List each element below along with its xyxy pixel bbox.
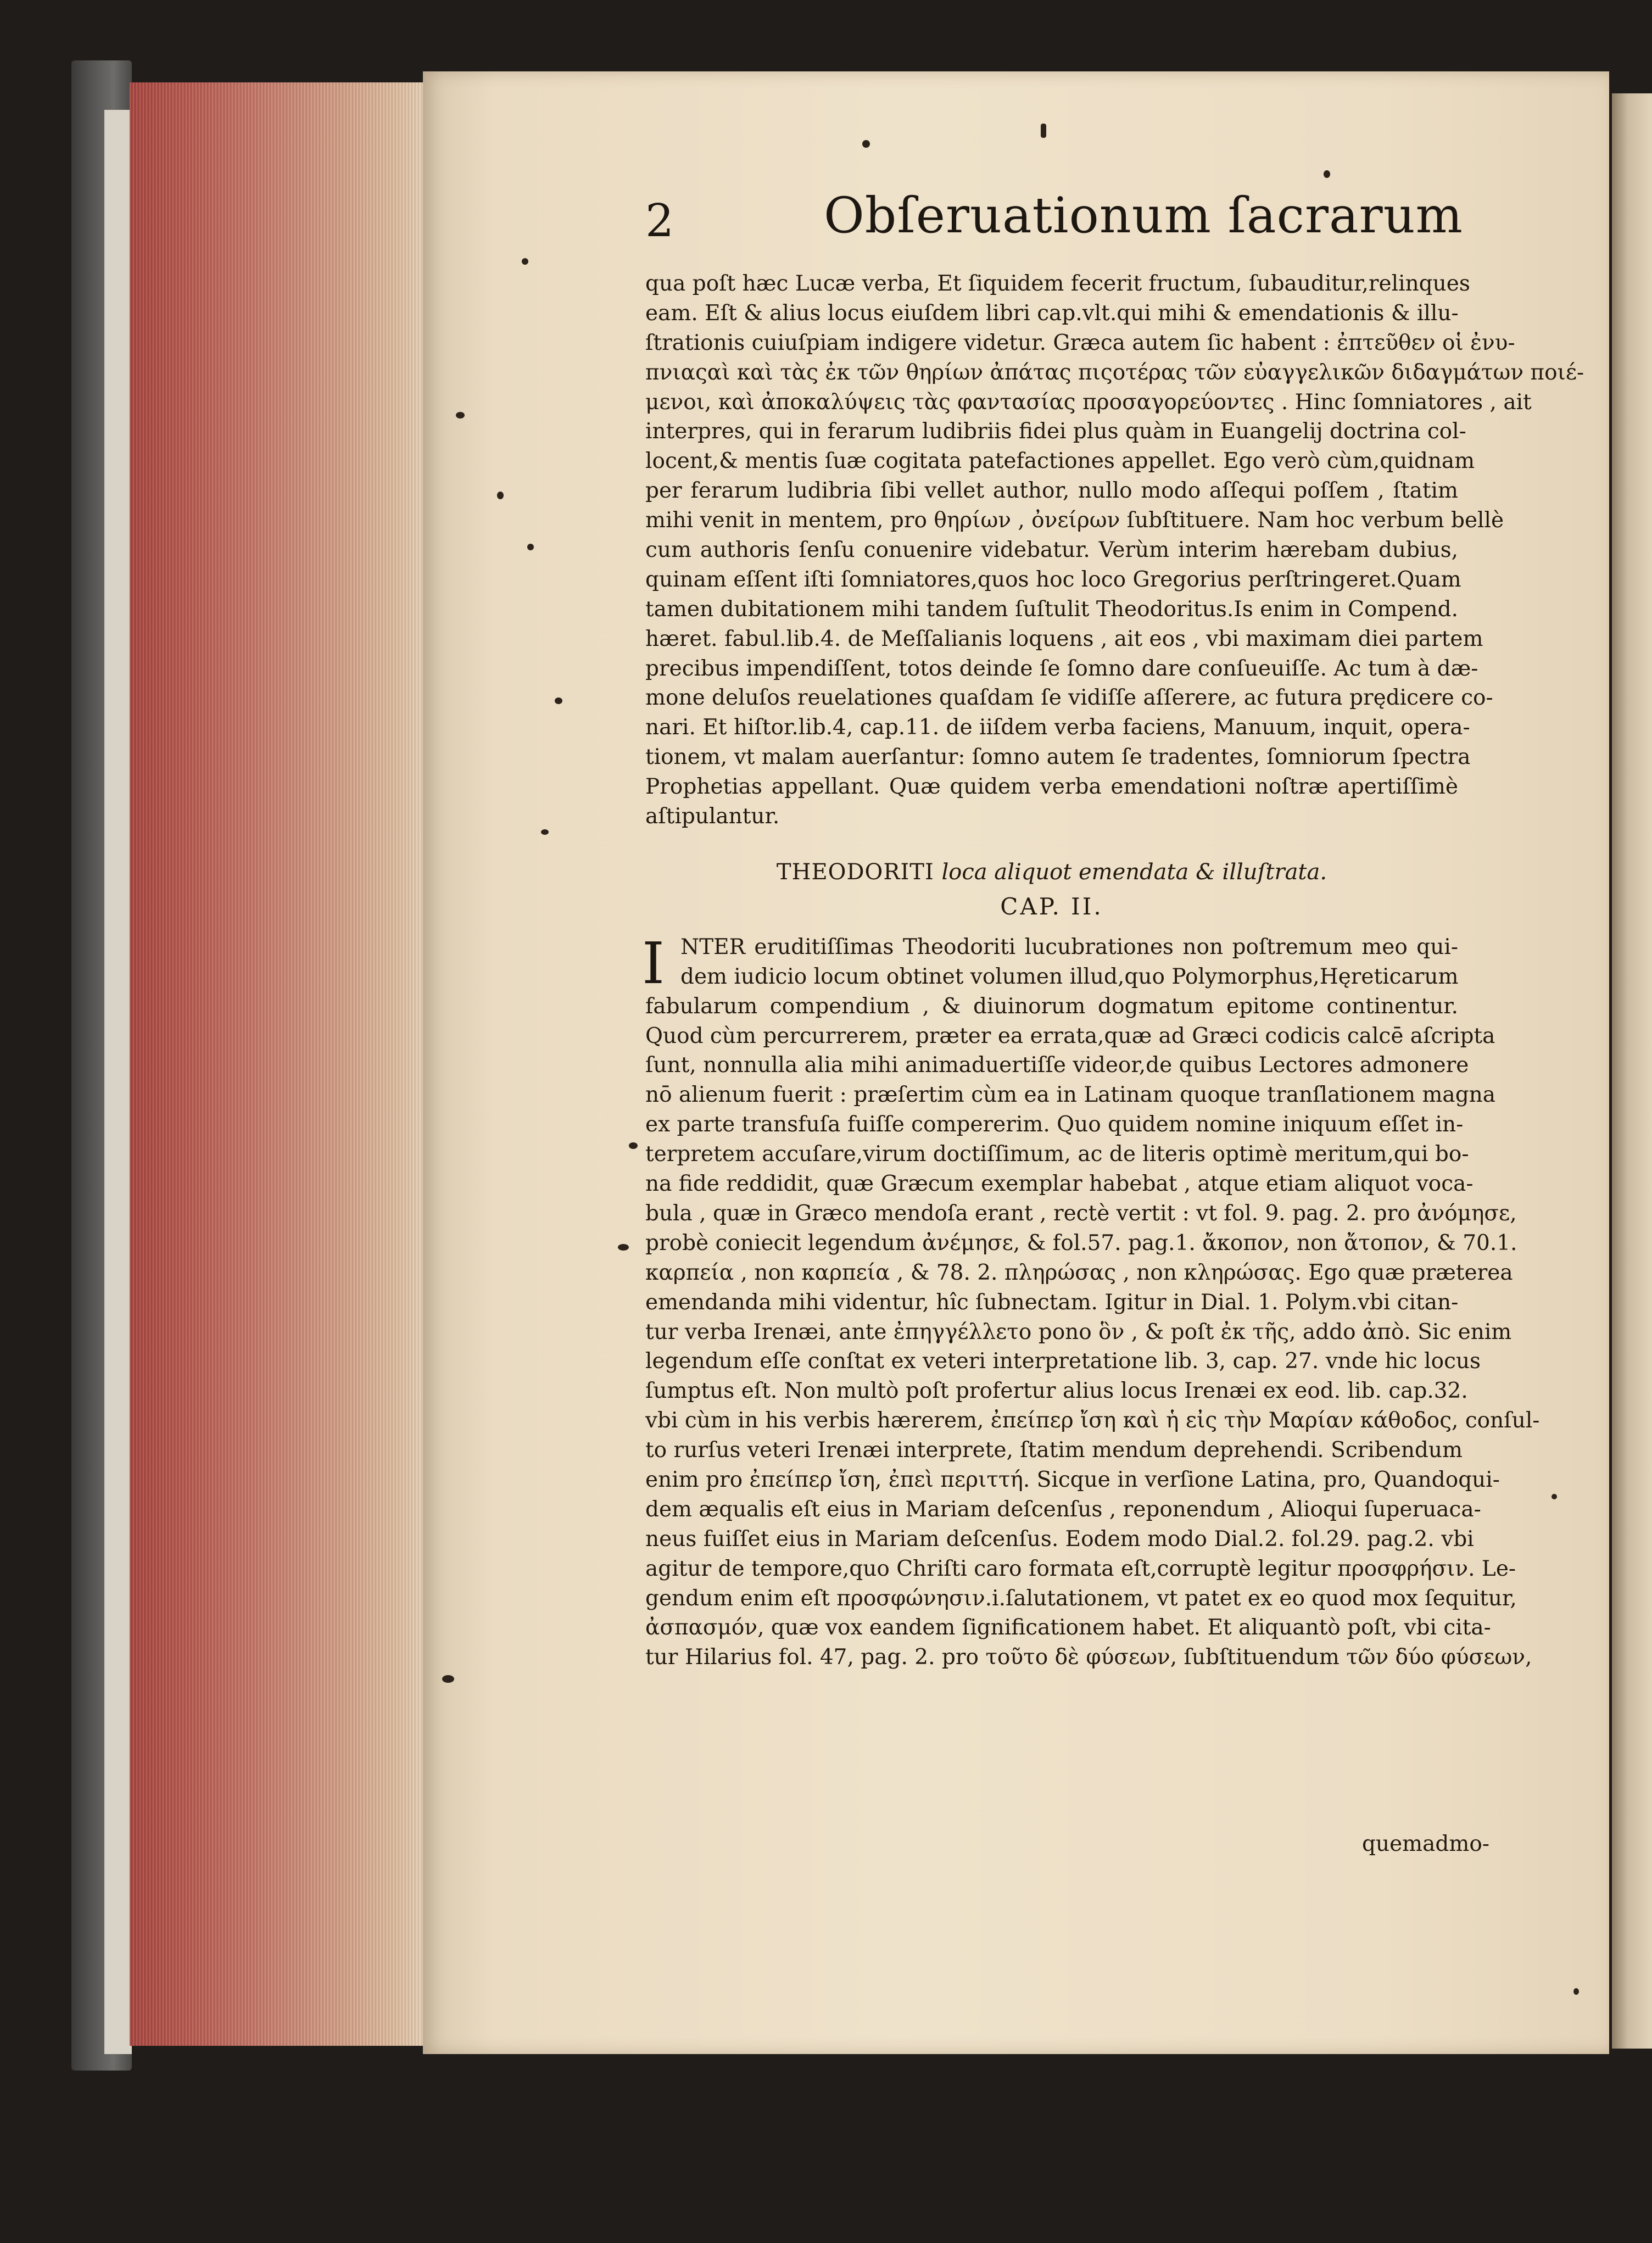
page-speck xyxy=(1041,124,1046,138)
page-speck xyxy=(862,140,870,148)
text-line: probè coniecit legendum ἀνέμησε, & fol.57. pag.1. ἄκοπον, non ἄτοπον, & 70.1. xyxy=(645,1230,1517,1256)
text-line: quinam eſſent iſti ſomniatores,quos hoc loco Gregorius perſtringeret.Quam xyxy=(645,567,1461,592)
text-line: cum authoris ſenſu conuenire videbatur. Verùm interim hærebam dubius, xyxy=(645,538,1458,563)
text-line: ſtrationis cuiuſpiam indigere videtur. Græca autem ſic habent : ἐπτεῦθεν οἱ ἐνυ- xyxy=(645,330,1515,355)
text-line: interpres, qui in ferarum ludibriis fidei plus quàm in Euangelij doctrina col- xyxy=(645,419,1466,444)
text-line: bula , quæ in Græco mendoſa erant , rectè vertit : vt fol. 9. pag. 2. pro ἀνόμησε, xyxy=(645,1201,1517,1226)
text-line: tionem, vt malam auerſantur: ſomno autem ſe tradentes, ſomniorum ſpectra xyxy=(645,745,1471,770)
text-line: qua poſt hæc Lucæ verba, Et ſiquidem fecerit fructum, ſubauditur,relinques xyxy=(645,271,1470,296)
chapter-heading: CAP. II. xyxy=(1000,892,1103,920)
page-speck xyxy=(442,1675,454,1683)
text-line: per ferarum ludibria ſibi vellet author, nullo modo aſſequi poſſem , ſtatim xyxy=(645,478,1458,504)
text-line: tur verba Irenæi, ante ἐπηγγέλλετο pono ὃν , & poſt ἐκ τῆς, addo ἀπὸ. Sic enim xyxy=(645,1319,1512,1344)
text-line: na fide reddidit, quæ Græcum exemplar habebat , atque etiam aliquot voca- xyxy=(645,1171,1474,1197)
text-line: πνιαςαὶ καὶ τὰς ἐκ τῶν θηρίων ἀπάτας πιςοτέρας τῶν εὐαγγελικῶν διδαγμάτων ποιέ- xyxy=(645,360,1584,385)
page-speck xyxy=(1324,170,1330,178)
text-line: tur Hilarius fol. 47, pag. 2. pro τοῦτο δὲ φύσεων, ſubſtituendum τῶν δύο φύσεων, xyxy=(645,1645,1532,1670)
facing-page-edge xyxy=(1612,93,1652,2049)
section-title xyxy=(645,858,1458,892)
pastedown-sheet xyxy=(104,110,132,2054)
text-line: καρπεία , non καρπεία , & 78. 2. πληρώσας , non κληρώσας. Ego quæ præterea xyxy=(645,1260,1513,1285)
page-speck xyxy=(497,492,504,499)
text-line: NTER eruditiſſimas Theodoriti lucubrationes non poſtremum meo qui- xyxy=(680,934,1458,959)
text-line: precibus impendiſſent, totos deinde ſe ſomno dare conſueuiſſe. Ac tum à dæ- xyxy=(645,656,1478,681)
text-line: terpretem accuſare,virum doctiſſimum, ac de literis optimè meritum,qui bo- xyxy=(645,1142,1469,1167)
text-line: agitur de tempore,quo Chriſti caro formata eſt,corruptè legitur προσφρήσιν. Le- xyxy=(645,1556,1516,1581)
page-speck xyxy=(522,258,528,265)
text-line: fabularum compendium , & diuinorum dogmatum epitome continentur. xyxy=(645,994,1458,1019)
page-speck xyxy=(1551,1494,1557,1499)
drop-cap: I xyxy=(642,929,665,997)
text-line: Quod cùm percurrerem, præter ea errata,quæ ad Græci codicis calcē aſcripta xyxy=(645,1023,1495,1048)
running-head: Obſeruationum ſacrarum xyxy=(824,187,1464,244)
text-line: tamen dubitationem mihi tandem ſuſtulit Theodoritus.Is enim in Compend. xyxy=(645,596,1458,622)
paragraph-2 xyxy=(642,929,1540,1672)
text-line: gendum enim eſt προσφώνησιν.i.ſalutationem, vt patet ex eo quod mox ſequitur, xyxy=(645,1586,1517,1611)
catchword: quemadmo- xyxy=(1362,1832,1490,1856)
text-line: Prophetias appellant. Quæ quidem verba emendationi noſtræ apertiſſimè xyxy=(645,774,1458,800)
text-line: mihi venit in mentem, pro θηρίων , ὀνείρων ſubſtituere. Nam hoc verbum bellè xyxy=(645,508,1504,533)
text-line: to rurſus veteri Irenæi interprete, ſtatim mendum deprehendi. Scribendum xyxy=(645,1438,1463,1463)
text-line: legendum eſſe conſtat ex veteri interpretatione lib. 3, cap. 27. vnde hic locus xyxy=(645,1349,1481,1374)
section-title-caps: THEODORITI xyxy=(776,859,934,885)
page-speck xyxy=(555,698,562,704)
page-speck xyxy=(618,1244,629,1251)
text-line: dem iudicio locum obtinet volumen illud,quo Polymorphus,Hęreticarum xyxy=(680,964,1459,989)
text-line: ſunt, nonnulla alia mihi animaduertiſſe videor,de quibus Lectores admonere xyxy=(645,1053,1469,1078)
text-line: eam. Eſt & alius locus eiuſdem libri cap.vlt.qui mihi & emendationis & illu- xyxy=(645,300,1459,326)
text-line: emendanda mihi videntur, hîc ſubnectam. Igitur in Dial. 1. Polym.vbi citan- xyxy=(645,1290,1459,1315)
text-line: vbi cùm in his verbis hærerem, ἐπείπερ ἴση καὶ ἡ εἰς τὴν Μαρίαν κάθοδος, conſul- xyxy=(645,1408,1540,1433)
section-title-italic: loca aliquot emendata & illuſtrata. xyxy=(941,859,1327,885)
paragraph-1 xyxy=(645,269,1584,832)
text-line: nō alienum fuerit : præſertim cùm ea in Latinam quoque tranſlationem magna xyxy=(645,1083,1496,1108)
text-line: hæret. fabul.lib.4. de Meſſalianis loquens , ait eos , vbi maximam diei partem xyxy=(645,626,1483,651)
page-speck xyxy=(541,829,549,835)
page-edges xyxy=(130,82,437,2046)
text-line: ἀσπασμόν, quæ vox eandem ſignificationem habet. Et aliquantò poſt, vbi cita- xyxy=(645,1615,1491,1641)
text-line: nari. Et hiſtor.lib.4, cap.11. de iiſdem verba faciens, Manuum, inquit, opera- xyxy=(645,715,1470,740)
text-line: mone deluſos reuelationes quaſdam ſe vidiſſe aſſerere, ac futura prędicere co- xyxy=(645,685,1493,711)
text-line: ex parte transfuſa fuiſſe compererim. Quo quidem nomine iniquum eſſet in- xyxy=(645,1112,1464,1137)
text-line: neus fuiſſet eius in Mariam deſcenſus. Eodem modo Dial.2. fol.29. pag.2. vbi xyxy=(645,1526,1474,1552)
text-block xyxy=(642,269,1584,1672)
page-speck xyxy=(629,1142,638,1149)
text-line: μενοι, καὶ ἀποκαλύψεις τὰς φαντασίας προσαγορεύοντες . Hinc ſomniatores , ait xyxy=(645,389,1532,415)
page-speck xyxy=(1573,1988,1579,1995)
page-speck xyxy=(527,544,534,550)
text-line: aſtipulantur. xyxy=(645,804,780,829)
text-line: locent,& mentis ſuæ cogitata patefactiones appellet. Ego verò cùm,quidnam xyxy=(645,449,1475,474)
text-line: enim pro ἐπείπερ ἴση, ἐπεὶ περιττή. Sicque in verſione Latina, pro, Quandoqui- xyxy=(645,1467,1500,1492)
text-line: ſumptus eſt. Non multò poſt profertur alius locus Irenæi ex eod. lib. cap.32. xyxy=(645,1379,1468,1404)
page-speck xyxy=(456,412,465,419)
page-number: 2 xyxy=(645,195,674,247)
text-line: dem æqualis eſt eius in Mariam deſcenſus , reponendum , Alioqui ſuperuaca- xyxy=(645,1497,1481,1522)
